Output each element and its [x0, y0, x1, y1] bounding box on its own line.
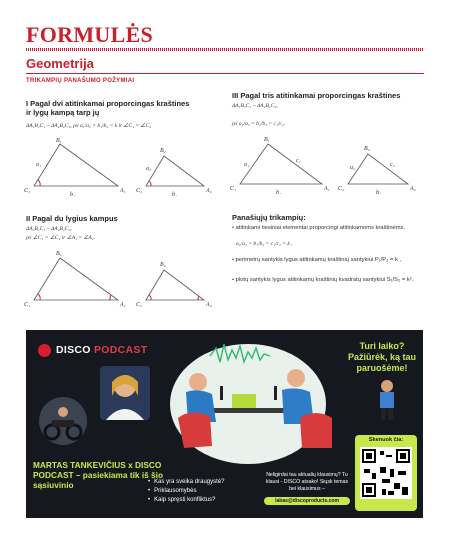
topic-item: • Kas yra sveika draugystė?	[148, 478, 224, 487]
host-photo-motorcycle	[36, 396, 90, 446]
martas-headline: MARTAS TANKEVIČIUS x DISCO PODCAST – pasiekiama tik iš šio sąsiuvinio	[33, 460, 164, 490]
label-C2: C₂	[136, 302, 143, 308]
rule2-heading: II Pagal du lygius kampus	[26, 214, 118, 223]
angle-mark	[38, 294, 40, 300]
disco-podcast-logo	[56, 344, 147, 356]
contact-email-link[interactable]: labas@discoproducts.com	[264, 497, 350, 505]
label-A1: A₁	[324, 186, 330, 192]
section-title: Geometrija	[26, 56, 94, 71]
topic-item: • Kaip spręsti konfliktus?	[148, 496, 224, 505]
triangle-2	[146, 156, 204, 186]
rule3-formula-2: jei a₁/a₂ = b₁/b₂ = c₁/c₂.	[232, 121, 286, 127]
label-a1: a₁	[244, 162, 250, 168]
qr-code-icon[interactable]	[360, 447, 412, 499]
label-B1: B₁	[56, 138, 62, 144]
chair-right	[300, 413, 332, 448]
similar-bullet-3: • plotų santykis lygus atitinkamų kraštinių kvadratų santykiui S₁/S₂ = k².	[232, 277, 414, 283]
triangle-1	[34, 144, 118, 186]
section-rule	[26, 73, 424, 74]
angle-mark	[38, 180, 40, 186]
label-A1: A₁	[120, 302, 126, 308]
podcast-word: PODCAST	[93, 344, 148, 356]
host-right-head	[287, 369, 305, 387]
label-c1: c₁	[296, 158, 301, 164]
brand-name: DISCO	[56, 344, 91, 356]
questions-invite: Neligirdai tau aktualių klausimų? Tu klausi - DISCO atsako! Siųsk temas bei klausimus –	[265, 472, 349, 493]
topics-list	[148, 478, 224, 506]
angle-mark	[110, 295, 111, 300]
podcast-illustration	[150, 338, 350, 478]
label-B1: B₁	[264, 137, 270, 143]
qr-label: Skenuok čia:	[368, 437, 404, 443]
label-c2: c₂	[390, 162, 395, 168]
label-a2: a₂	[146, 166, 152, 172]
disco-logo-icon	[38, 344, 51, 357]
angle-mark	[198, 296, 199, 300]
rule3-triangles	[226, 132, 426, 194]
rule2-formula-1: ΔA₁B₁C₁ ~ ΔA₂B₂C₂,	[26, 226, 72, 232]
angle-mark	[149, 295, 151, 300]
label-C2: C₂	[136, 188, 143, 194]
laptop-icon	[232, 394, 256, 408]
label-b1: b₁	[276, 190, 282, 194]
chair-left	[178, 412, 212, 448]
similar-bullet-2: • perimetrų santykis lygus atitinkamų kraštinių santykiui P₁/P₂ = k ,	[232, 257, 402, 263]
label-B2: B₂	[364, 146, 370, 152]
similar-heading: Panašiųjų trikampių:	[232, 213, 306, 222]
topic-item: • Priklausomybės	[148, 487, 224, 496]
host-left-head	[189, 373, 207, 391]
label-B2: B₂	[160, 262, 166, 268]
label-C1: C₁	[24, 302, 31, 308]
subsection-title: TRIKAMPIŲ PANAŠUMO POŽYMIAI	[26, 78, 135, 84]
rule2-formula-2: jei ∠C₁ = ∠C₂ ir ∠A₁ = ∠A₂.	[26, 235, 96, 241]
rule1-formula: ΔA₁B₁C₁ ~ ΔA₂B₂C₂, jei a₁/a₂ = b₁/b₂ = k ir ∠C₁ = ∠C₂	[26, 123, 152, 129]
angle-mark	[149, 181, 151, 186]
label-B2: B₂	[160, 148, 166, 154]
microphone-icon	[274, 386, 277, 400]
label-A2: A₂	[410, 186, 416, 192]
label-C2: C₂	[338, 186, 345, 192]
rule1-heading: I Pagal dvi atitinkamai proporcingas kraštines ir lygų kampą tarp jų	[26, 99, 190, 117]
page-title: FORMULĖS	[26, 22, 154, 47]
rule3-heading: III Pagal tris atitinkamai proporcingas kraštines	[232, 91, 401, 100]
rule2-triangles	[22, 244, 232, 308]
label-b2: b₂	[172, 192, 178, 196]
label-a1: a₁	[36, 162, 42, 168]
label-A2: A₂	[206, 188, 212, 194]
label-b1: b₁	[70, 192, 76, 196]
label-A2: A₂	[206, 302, 212, 308]
similar-ratio-formula: a₁/a₂ = b₁/b₂ = c₁/c₂ = k ,	[236, 241, 293, 247]
host-photo-woman	[100, 366, 150, 420]
rule3-formula-1: ΔA₁B₁C₁ ~ ΔA₂B₂C₂,	[232, 103, 278, 109]
label-B1: B₁	[56, 251, 62, 257]
microphone-icon	[220, 386, 223, 400]
triangle-1	[34, 258, 118, 300]
similar-bullet-1: • atitinkami tiesiniai elementai proporcingi atitinkamoms kraštinėms.	[232, 225, 406, 231]
label-A1: A₁	[120, 188, 126, 194]
label-b2: b₂	[376, 190, 382, 194]
ad-tagline: Turi laiko? Pažiūrėk, ką tau paruošėme!	[347, 341, 417, 373]
label-C1: C₁	[230, 186, 237, 192]
label-a2: a₂	[350, 165, 356, 171]
guest-figure	[372, 378, 402, 422]
rule1-triangles	[22, 134, 232, 196]
triangle-2	[348, 154, 408, 184]
label-C1: C₁	[24, 188, 31, 194]
title-rule	[26, 48, 424, 51]
triangle-1	[240, 144, 322, 184]
triangle-2	[146, 270, 204, 300]
